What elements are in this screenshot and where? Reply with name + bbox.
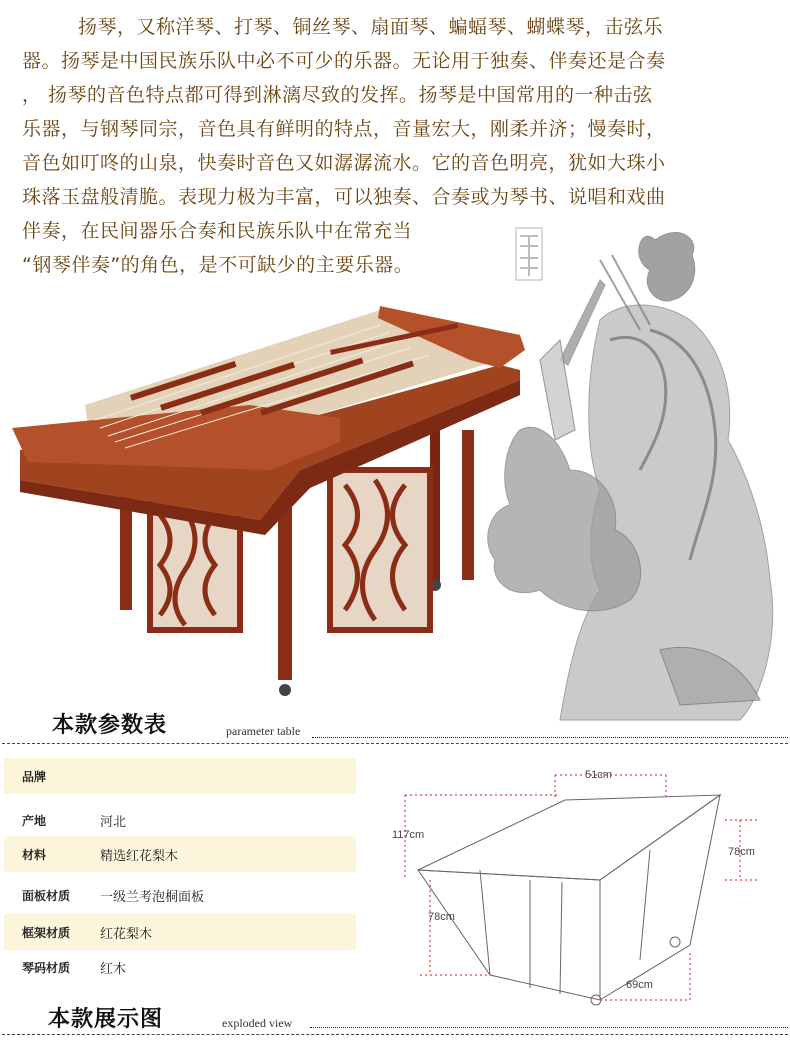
param-row-material	[4, 836, 356, 872]
yangqin-instrument-image	[12, 306, 525, 696]
param-label: 材料	[22, 848, 47, 862]
dim-right-height: 78cm	[728, 846, 755, 858]
param-value: 精选红花梨木	[100, 849, 179, 864]
intro-line: 伴奏，在民间器乐合奏和民族乐队中在常充当	[22, 220, 413, 242]
intro-line: ， 扬琴的音色特点都可得到淋漓尽致的发挥。扬琴是中国常用的一种击弦	[22, 84, 653, 106]
params-title-rule	[312, 737, 788, 738]
display-title: 本款展示图	[48, 1006, 164, 1032]
intro-line: 扬琴，又称洋琴、打琴、铜丝琴、扇面琴、蝙蝠琴、蝴蝶琴，击弦乐	[78, 16, 664, 38]
dim-top-width: 51cm	[585, 769, 612, 781]
intro-line: 音色如叮咚的山泉，快奏时音色又如潺潺流水。它的音色明亮，犹如大珠小	[22, 152, 666, 174]
param-label: 品牌	[22, 770, 47, 784]
intro-line: 器。扬琴是中国民族乐队中必不可少的乐器。无论用于独奏、伴奏还是合奏	[22, 50, 666, 72]
dimension-guides	[405, 775, 760, 1000]
param-value: 河北	[100, 815, 127, 830]
param-row-bridge	[4, 949, 356, 985]
param-label: 面板材质	[22, 889, 71, 903]
dim-bottom-width: 69cm	[626, 979, 653, 991]
dimension-drawing	[418, 795, 720, 1005]
params-divider	[2, 743, 788, 744]
param-row-brand	[4, 758, 356, 794]
dim-depth: 117cm	[392, 829, 425, 841]
param-label: 框架材质	[22, 926, 71, 940]
dimension-labels	[392, 769, 755, 991]
display-subtitle: exploded view	[222, 1016, 293, 1030]
param-row-panel	[4, 877, 356, 913]
param-label: 琴码材质	[22, 961, 71, 975]
params-title: 本款参数表	[52, 712, 168, 738]
param-row-frame	[4, 914, 356, 950]
param-value: 红花梨木	[100, 927, 153, 942]
param-value: 红木	[100, 962, 127, 977]
display-title-rule	[310, 1027, 788, 1028]
param-label: 产地	[22, 814, 47, 828]
param-row-origin	[4, 802, 356, 838]
intro-line: “钢琴伴奏”的角色，是不可缺少的主要乐器。	[22, 254, 414, 276]
param-value: 一级兰考泡桐面板	[100, 890, 205, 905]
intro-paragraph	[22, 10, 762, 282]
lady-illustration	[488, 232, 773, 720]
params-subtitle: parameter table	[226, 724, 301, 738]
display-divider	[2, 1034, 788, 1035]
intro-line: 乐器，与钢琴同宗，音色具有鲜明的特点，音量宏大，刚柔并济；慢奏时，	[22, 118, 666, 140]
intro-line: 珠落玉盘般清脆。表现力极为丰富，可以独奏、合奏或为琴书、说唱和戏曲	[22, 186, 666, 208]
dim-left-height: 78cm	[428, 911, 455, 923]
